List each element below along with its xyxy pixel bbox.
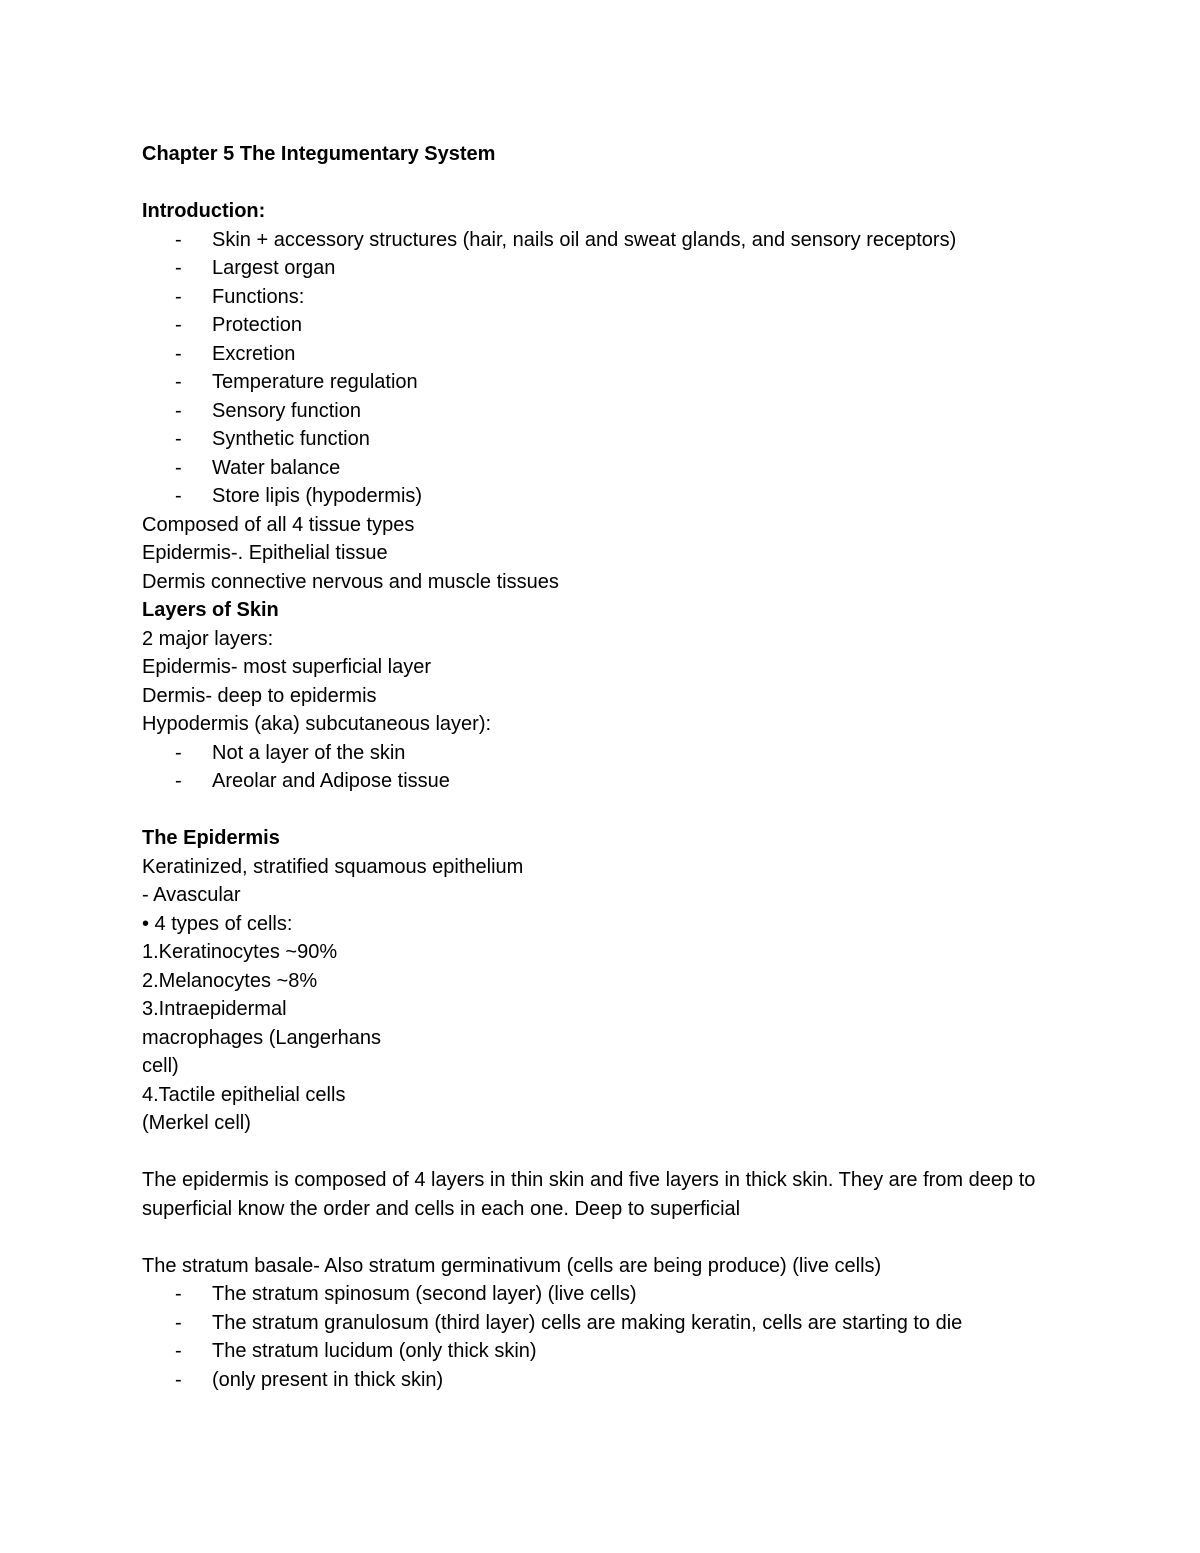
text-line: Composed of all 4 tissue types <box>142 513 415 536</box>
list-item-text: Synthetic function <box>212 428 370 450</box>
text-line: 1.Keratinocytes ~90% <box>142 941 338 963</box>
list-item <box>142 425 1102 454</box>
text-line: - Avascular <box>142 884 241 906</box>
list-item <box>142 1309 1102 1338</box>
list-item-text: Excretion <box>212 342 296 365</box>
dash-marker: - <box>175 1340 182 1362</box>
list-item <box>142 283 1102 312</box>
list-item-text: The stratum lucidum (only thick skin) <box>212 1340 537 1362</box>
dash-marker: - <box>175 314 182 336</box>
dash-marker: - <box>175 1311 182 1334</box>
list-item-text: Areolar and Adipose tissue <box>212 770 450 792</box>
document-page <box>142 140 1102 1394</box>
list-item <box>142 368 1102 397</box>
stratum-basale-line: The stratum basale- Also stratum germinativum (cells are being produce) (live cells) <box>142 1254 882 1277</box>
intro-heading: Introduction: <box>142 200 266 222</box>
epidermis-paragraph: The epidermis is composed of 4 layers in thin skin and five layers in thick skin. They are from deep to superficial know the order and cells in each one. Deep to superficial <box>142 1169 1036 1220</box>
text-line: 2 major layers: <box>142 627 274 650</box>
list-item-text: Largest organ <box>212 257 336 279</box>
list-item <box>142 767 1102 796</box>
list-item-text: The stratum granulosum (third layer) cells are making keratin, cells are starting to die <box>212 1311 963 1334</box>
text-line: macrophages (Langerhans <box>142 1026 382 1049</box>
list-item-text: Sensory function <box>212 399 361 422</box>
dash-marker: - <box>175 228 182 251</box>
list-item <box>142 482 1102 511</box>
spacer <box>142 169 1102 198</box>
list-item-text: Functions: <box>212 285 305 308</box>
list-item-text: Water balance <box>212 456 341 479</box>
dash-marker: - <box>175 1283 182 1305</box>
text-line: Hypodermis (aka) subcutaneous layer): <box>142 713 492 735</box>
spacer <box>142 1223 1102 1252</box>
dash-marker: - <box>175 257 182 279</box>
text-line: (Merkel cell) <box>142 1112 251 1134</box>
text-line: 4.Tactile epithelial cells <box>142 1083 346 1106</box>
list-item <box>142 1366 1102 1395</box>
list-item <box>142 311 1102 340</box>
dash-marker: - <box>175 399 182 422</box>
list-item <box>142 1280 1102 1309</box>
list-item-text: Store lipis (hypodermis) <box>212 485 423 507</box>
dash-marker: - <box>175 741 182 764</box>
dash-marker: - <box>175 428 182 450</box>
text-line: Keratinized, stratified squamous epithelium <box>142 855 524 878</box>
dash-marker: - <box>175 285 182 308</box>
spacer <box>142 1138 1102 1167</box>
dash-marker: - <box>175 1368 182 1391</box>
text-line: 3.Intraepidermal <box>142 998 287 1020</box>
intro-bullet-list <box>142 226 1102 511</box>
list-item <box>142 454 1102 483</box>
layers-bullet-list <box>142 739 1102 796</box>
list-item-text: Temperature regulation <box>212 371 418 393</box>
text-line: Dermis connective nervous and muscle tissues <box>142 570 559 593</box>
list-item-text: Skin + accessory structures (hair, nails oil and sweat glands, and sensory receptors) <box>212 228 957 251</box>
list-item <box>142 340 1102 369</box>
spacer <box>142 796 1102 825</box>
list-item-text: Not a layer of the skin <box>212 741 406 764</box>
list-item-text: The stratum spinosum (second layer) (live cells) <box>212 1283 637 1305</box>
strata-bullet-list <box>142 1280 1102 1394</box>
list-item-text: Protection <box>212 314 303 336</box>
dash-marker: - <box>175 770 182 792</box>
text-line: Epidermis- most superficial layer <box>142 656 431 678</box>
layers-heading: Layers of Skin <box>142 599 279 621</box>
list-item <box>142 739 1102 768</box>
list-item <box>142 397 1102 426</box>
dash-marker: - <box>175 371 182 393</box>
page-title: Chapter 5 The Integumentary System <box>142 143 496 165</box>
dash-marker: - <box>175 456 182 479</box>
list-item <box>142 254 1102 283</box>
epidermis-heading: The Epidermis <box>142 827 280 849</box>
text-line: Epidermis-. Epithelial tissue <box>142 542 388 564</box>
text-line: 2.Melanocytes ~8% <box>142 969 318 992</box>
text-line: • 4 types of cells: <box>142 912 293 935</box>
list-item <box>142 226 1102 255</box>
list-item-text: (only present in thick skin) <box>212 1368 444 1391</box>
dash-marker: - <box>175 485 182 507</box>
list-item <box>142 1337 1102 1366</box>
dash-marker: - <box>175 342 182 365</box>
text-line: cell) <box>142 1055 179 1077</box>
text-line: Dermis- deep to epidermis <box>142 684 377 707</box>
